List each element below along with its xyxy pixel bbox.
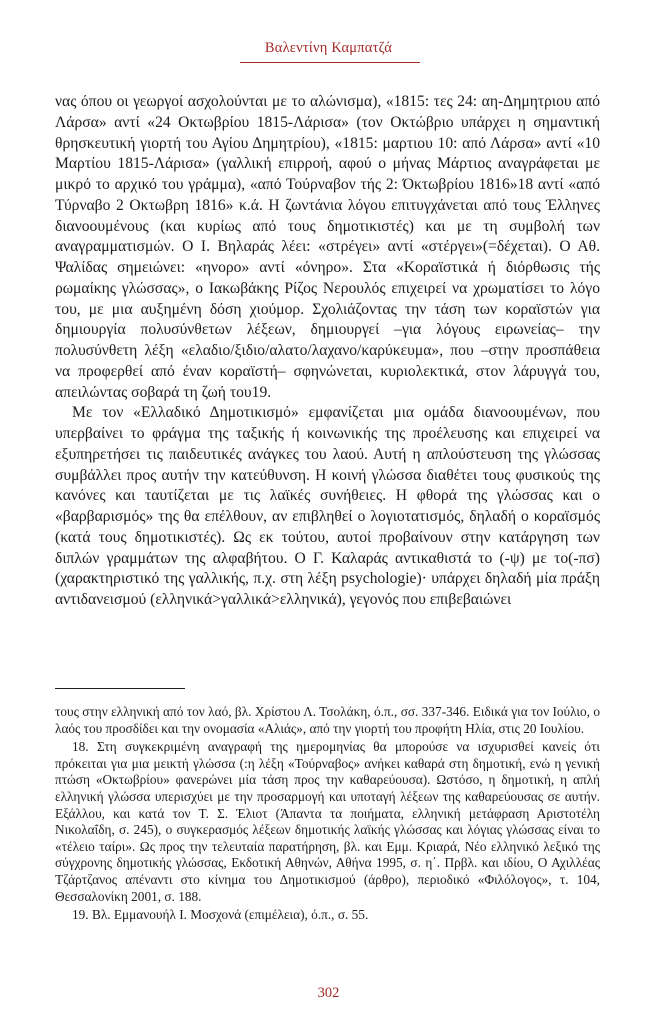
body-text [55,92,600,611]
footnotes [55,704,600,926]
page-number: 302 [317,985,340,1001]
footnote-19: 19. Βλ. Εμμανουήλ Ι. Μοσχονά (επιμέλεια), ό.π., σ. 55. [72,907,369,923]
body-paragraph: Με τον «Ελλαδικό Δημοτικισμό» εμφανίζεται μια ομάδα διανοουμένων, που υπερβαίνει το φράγμα της ταξικής ή κοινωνικής της προέλευσης και επιχειρεί να εξυπηρετήσει τις παιδευτικές ανάγκες του λαού. Αυτή η απλούστευση της γλώσσας συμβάλλει προς αυτήν την κατεύθυνση. Η κοινή γλώσσα διαθέτει τους φυσικούς της κανόνες και ταυτίζεται με τις λαϊκές συνήθειες. Η φθορά της γλώσσας και ο «βαρβαρισμός» της θα επέλθουν, αν επιβληθεί ο λογιοτατισμός, δηλαδή ο κοραϊσμός (κατά τους δημοτικιστές). Ως εκ τούτου, αυτοί προβαίνουν στην κατάργηση των διπλών γραμμάτων της αλφαβήτου. Ο Γ. Καλαράς αντικαθιστά το (-ψ) με το(-πσ) (χαρακτηριστικό της γαλλικής, π.χ. στη λέξη psychologie)· υπάρχει δηλαδή μία πράξη αντιδανεισμού (ελληνικά>γαλλικά>ελληνικά), γεγονός που επιβεβαιώνει [55,404,600,608]
running-head: Βαλεντίνη Καμπατζά [264,40,393,56]
running-head-rule [240,62,420,63]
body-paragraph: νας όπου οι γεωργοί ασχολούνται με το αλώνισμα), «1815: τες 24: αη-Δημητριου από Λάρσα» αντί «24 Οκτωβρίου 1815-Λάρισα» (τον Οκτώβριο υπάρχει η σημαντική θρησκευτική γιορτή του Αγίου Δημητρίου), «1815: μαρτιου 10: από Λάρσα» αντί «10 Μαρτίου 1815-Λάρισα» (γαλλική επιρροή, αφού ο μήνας Μάρτιος αναγράφεται με μικρό το αρχικό του γράμμα), «από Τούρναβον τής 2: Όκτωβρίου 1816»18 αντί «από Τύρναβο 2 Οκτωβρη 1816» κ.ά. Η ζωντάνια λόγου επιτυγχάνεται από τους Έλληνες διανοουμένους (και κυρίως από τους δημοτικιστές) και με τη συμβολή των αναγραμματισμών. Ο Ι. Βηλαράς λέει: «στρέγει» αντί «στέργει»(=δέχεται). Ο Αθ. Ψαλίδας σημειώνει: «ηνορο» αντί «όνηρο». Στα «Κοραϊστικά ή διόρθωσις τής ρωμαίκης γλώσσας», ο Ιακωβάκης Ρίζος Νερουλός επιχειρεί να χρωματίσει το λόγο του, με μια αυξημένη δόση χιούμορ. Σχολιάζοντας την τάση των κοραϊστών για δημιουργία πολυσύνθετων λέξεων, δημιουργεί –για λόγους ειρωνείας– την πολυσύνθετη λέξη «ελαδιο/ξιδιο/αλατο/λαχανο/καρύκευμα», που –στην προσπάθεια να προφερθεί από έναν κοραϊστή– σφηνώνεται, κυριολεκτικά, στον λάρυγγά του, απειλώντας σοβαρά τη ζωή του19. [55,93,600,401]
footnote-18: 18. Στη συγκεκριμένη αναγραφή της ημερομηνίας θα μπορούσε να ισχυρισθεί κανείς ότι πρόκειται για μια μεικτή γλώσσα (:η λέξη «Τούρναβος» ανήκει καθαρά στη δημοτική, ενώ η γενική πτώση «Οκτωβρίου» φανερώνει μία τάση προς την καθαρεύουσα). Ωστόσο, η δημοτική, η απλή ελληνική γλώσσα υπερισχύει με την προσαρμογή και υποταγή λέξεων της καθαρεύουσας σε αυτήν. Εξάλλου, και κατά τον Τ. Σ. Έλιοτ (Άπαντα τα ποιήματα, ελληνική μετάφραση Αριστοτέλη Νικολαΐδη, σ. 245), ο συγκερασμός λέξεων δημοτικής λαϊκής γλώσσας και λόγιας γλώσσας είναι το «τέλειο ταίρι». Ως προς την τελευταία παρατήρηση, βλ. και Εμμ. Κριαρά, Νέο ελληνικό λεξικό της σύγχρονης δημοτικής γλώσσας, Εκδοτική Αθηνών, Αθήνα 1995, σ. η΄. Πρβλ. και ιδίου, Ο Αχιλλέας Τζάρτζανος απέναντι στο κίνημα του Δημοτικισμού (άρθρο), περιοδικό «Φιλόλογος», τ. 104, Θεσσαλονίκη 2001, σ. 188. [55,739,600,904]
footnote-separator [55,688,185,689]
footnote-17-continued: τους στην ελληνική από τον λαό, βλ. Χρίστου Λ. Τσολάκη, ό.π., σσ. 337-346. Ειδικά για τον Ιούλιο, ο λαός του προσδίδει και την ονομασία «Αλιάς», από την γιορτή του προφήτη Ηλία, στις 20 Ιουλίου. [55,704,600,736]
